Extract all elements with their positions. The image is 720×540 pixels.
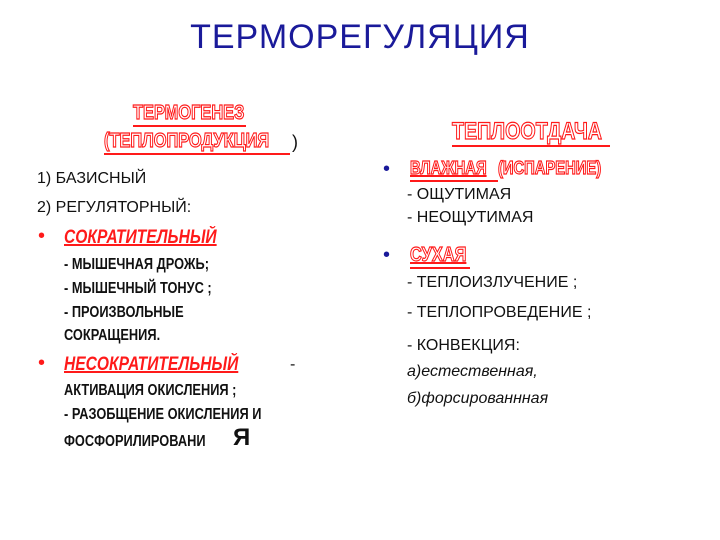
- contractile-item-2: - МЫШЕЧНЫЙ ТОНУС ;: [64, 280, 212, 297]
- noncontractile-bullet: •: [38, 352, 46, 374]
- wet-bullet: •: [383, 158, 391, 180]
- heat-loss-heading: ТЕПЛООТДАЧА: [452, 118, 603, 145]
- noncontractile-item-3-end: Я: [233, 424, 251, 451]
- page-title: ТЕРМОРЕГУЛЯЦИЯ: [190, 18, 530, 56]
- dry-item-2: - ТЕПЛОПРОВЕДЕНИЕ ;: [407, 304, 592, 321]
- convection-forced: б)форсированнная: [407, 390, 549, 407]
- noncontractile-label: НЕСОКРАТИТЕЛЬНЫЙ: [64, 354, 239, 375]
- contractile-item-3: - ПРОИЗВОЛЬНЫЕ: [64, 304, 184, 321]
- thermogenesis-underline: [133, 125, 246, 127]
- wet-item-1: - ОЩУТИМАЯ: [407, 186, 512, 203]
- basal-item: 1) БАЗИСНЫЙ: [37, 170, 147, 187]
- dry-label: СУХАЯ: [410, 244, 467, 266]
- noncontractile-item-2: - РАЗОБЩЕНИЕ ОКИСЛЕНИЯ И: [64, 406, 262, 423]
- contractile-bullet: •: [38, 225, 46, 247]
- regulatory-item: 2) РЕГУЛЯТОРНЫЙ:: [37, 199, 192, 216]
- thermogenesis-heading: ТЕРМОГЕНЕЗ: [133, 102, 245, 124]
- noncontractile-item-1: АКТИВАЦИЯ ОКИСЛЕНИЯ ;: [64, 382, 237, 399]
- dry-bullet: •: [383, 244, 391, 266]
- evaporation-label: (ИСПАРЕНИЕ): [498, 158, 602, 178]
- heat-production-heading: (ТЕПЛОПРОДУКЦИЯ: [104, 130, 270, 152]
- wet-underline: [410, 180, 498, 182]
- noncontractile-item-3: ФОСФОРИЛИРОВАНИ: [64, 433, 206, 450]
- convection-natural: а)естественная,: [407, 363, 538, 380]
- dry-item-3: - КОНВЕКЦИЯ:: [407, 337, 520, 354]
- dry-underline: [410, 267, 470, 269]
- heat-production-underline: [104, 153, 290, 155]
- wet-label: ВЛАЖНАЯ: [410, 158, 487, 178]
- contractile-item-1: - МЫШЕЧНАЯ ДРОЖЬ;: [64, 256, 209, 273]
- wet-item-2: - НЕОЩУТИМАЯ: [407, 209, 534, 226]
- dry-item-1: - ТЕПЛОИЗЛУЧЕНИЕ ;: [407, 274, 578, 291]
- noncontractile-dash: -: [290, 356, 296, 373]
- heat-loss-underline: [452, 145, 610, 147]
- contractile-label: СОКРАТИТЕЛЬНЫЙ: [64, 227, 217, 248]
- heat-production-paren: ): [292, 132, 298, 152]
- contractile-item-4: СОКРАЩЕНИЯ.: [64, 327, 161, 344]
